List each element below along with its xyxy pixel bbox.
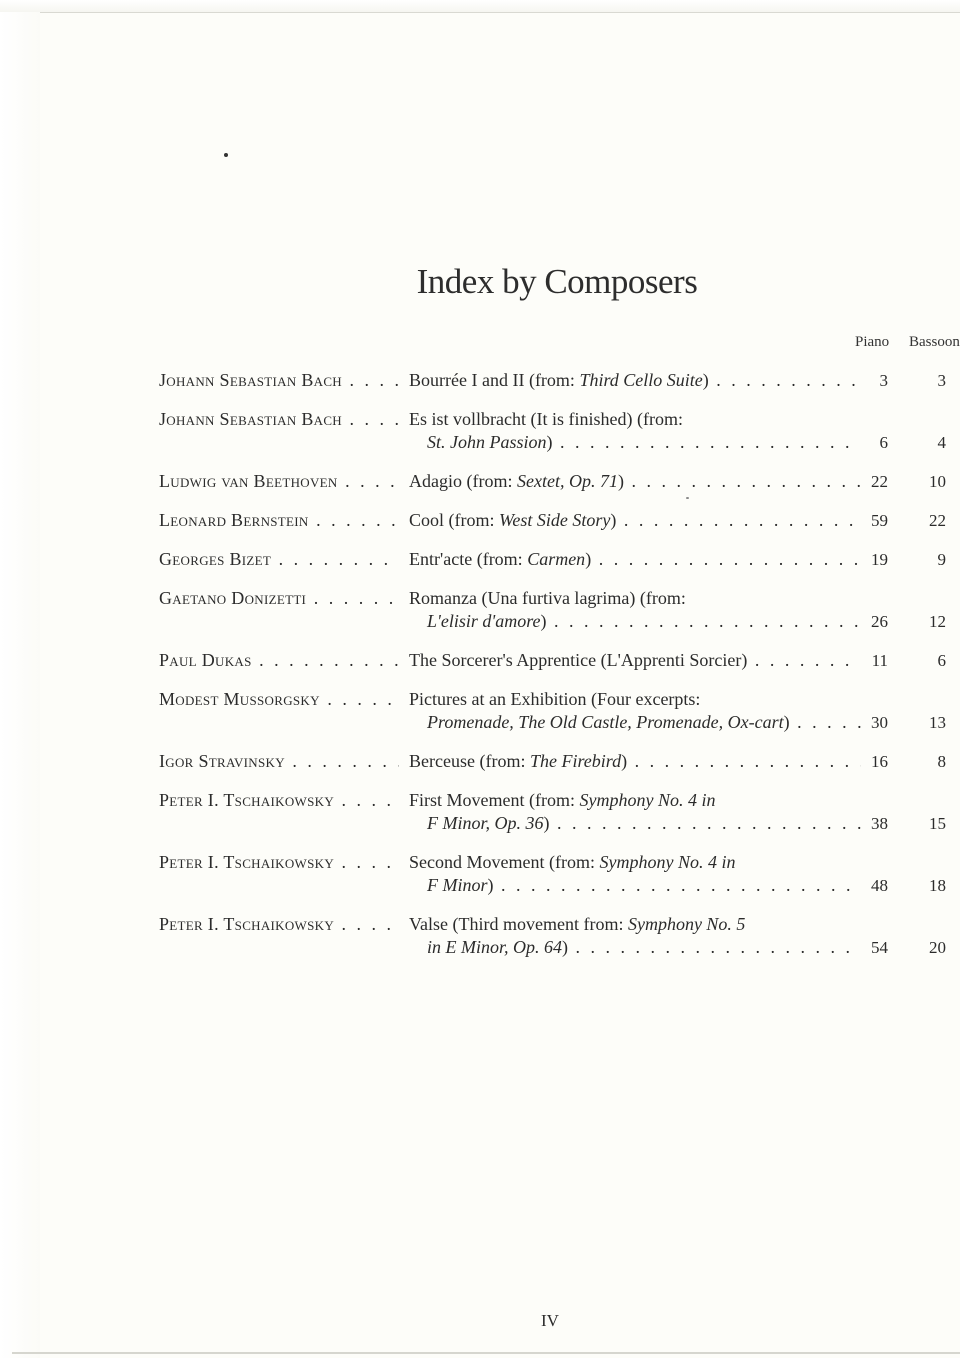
work-title-italic: Third Cello Suite	[579, 370, 703, 390]
page-left-edge	[0, 12, 40, 1358]
work-title	[409, 851, 861, 897]
bassoon-page-number: 12	[929, 612, 946, 631]
work-title-text: The Sorcerer's Apprentice (L'Apprenti Sorcier)	[409, 650, 748, 670]
ink-speck	[686, 497, 689, 499]
work-title-line	[409, 711, 861, 734]
work-title-italic: West Side Story	[499, 510, 611, 530]
work-title-line	[409, 750, 861, 773]
work-title-line	[409, 812, 861, 835]
page-bottom-edge	[12, 1352, 960, 1354]
piano-page-number: 59	[871, 511, 888, 530]
work-title-line	[409, 548, 861, 571]
bassoon-page-number: 8	[937, 752, 946, 771]
composer-name: Paul Dukas . . .	[159, 649, 399, 672]
composer-name: Modest Mussorgsky . . .	[159, 688, 399, 711]
work-title-line	[409, 369, 861, 392]
composer-name: Johann Sebastian Bach . . .	[159, 369, 399, 392]
bassoon-page-number: 6	[937, 651, 946, 670]
piano-page-number: 30	[871, 713, 888, 732]
work-title	[409, 369, 861, 392]
work-title	[409, 470, 861, 493]
work-title-text: Entr'acte (from:	[409, 549, 528, 569]
work-title-italic: F Minor, Op. 36	[427, 813, 544, 833]
work-title-line	[409, 913, 861, 936]
bassoon-page-number: 10	[929, 472, 946, 491]
work-title-text: First Movement (from:	[409, 790, 580, 810]
bassoon-page-number: 15	[929, 814, 946, 833]
work-title-italic: Promenade, The Old Castle, Promenade, Ox-cart	[427, 712, 784, 732]
work-title-line	[409, 470, 861, 493]
composer-name: Ludwig van Beethoven . . .	[159, 470, 399, 493]
work-title-italic: Carmen	[527, 549, 586, 569]
work-title	[409, 688, 861, 734]
bassoon-page-number: 22	[929, 511, 946, 530]
page-top-edge	[0, 0, 960, 13]
work-title-line	[409, 936, 861, 959]
work-title-text: )	[610, 510, 617, 530]
composer-name: Peter I. Tschaikowsky . . .	[159, 913, 399, 936]
ink-speck	[224, 153, 228, 157]
piano-page-number: 38	[871, 814, 888, 833]
work-title-text: )	[585, 549, 592, 569]
composer-name: Peter I. Tschaikowsky . . .	[159, 789, 399, 812]
composer-name: Gaetano Donizetti . . .	[159, 587, 399, 610]
work-title-line	[409, 649, 861, 672]
composer-name: Johann Sebastian Bach . . .	[159, 408, 399, 431]
piano-page-number: 11	[871, 651, 888, 670]
composer-name: Peter I. Tschaikowsky . . .	[159, 851, 399, 874]
work-title-text: Romanza (Una furtiva lagrima) (from:	[409, 588, 686, 608]
work-title	[409, 408, 861, 454]
page-title: Index by Composers	[416, 262, 698, 301]
work-title-italic: The Firebird	[529, 751, 622, 771]
piano-page-number: 54	[871, 938, 888, 957]
bassoon-page-number: 20	[929, 938, 946, 957]
column-header-bassoon: Bassoon	[909, 334, 960, 350]
work-title-text: Cool (from:	[409, 510, 499, 530]
work-title	[409, 913, 861, 959]
work-title-text: Second Movement (from:	[409, 852, 600, 872]
column-header-piano: Piano	[855, 334, 890, 350]
bassoon-page-number: 13	[929, 713, 946, 732]
work-title-italic: F Minor	[427, 875, 488, 895]
bassoon-page-number: 3	[937, 371, 946, 390]
work-title-text: Bourrée I and II (from:	[409, 370, 580, 390]
work-title	[409, 587, 861, 633]
composer-name: Igor Stravinsky . . .	[159, 750, 399, 773]
piano-page-number: 26	[871, 612, 888, 631]
work-title-italic: Symphony No. 5	[627, 914, 746, 934]
work-title	[409, 548, 861, 571]
work-title-text: )	[617, 471, 624, 491]
work-title-line	[409, 408, 861, 431]
piano-page-number: 16	[871, 752, 888, 771]
work-title-italic: Symphony No. 4 in	[579, 790, 716, 810]
work-title-line	[409, 789, 861, 812]
work-title-text: )	[546, 432, 553, 452]
work-title-text: Adagio (from:	[409, 471, 517, 491]
bassoon-page-number: 18	[929, 876, 946, 895]
work-title-text: )	[540, 611, 547, 631]
piano-page-number: 48	[871, 876, 888, 895]
page-number: IV	[541, 1311, 559, 1330]
work-title-text: Valse (Third movement from:	[409, 914, 628, 934]
work-title	[409, 750, 861, 773]
work-title-line	[409, 851, 861, 874]
work-title-italic: L'elisir d'amore	[427, 611, 541, 631]
work-title-italic: Sextet, Op. 71	[516, 471, 618, 491]
work-title	[409, 789, 861, 835]
work-title-italic: St. John Passion	[427, 432, 547, 452]
work-title-text: )	[783, 712, 790, 732]
work-title-text: Es ist vollbracht (It is finished) (from:	[409, 409, 683, 429]
bassoon-page-number: 4	[937, 433, 946, 452]
work-title-text: )	[621, 751, 628, 771]
work-title	[409, 649, 861, 672]
work-title-text: )	[487, 875, 494, 895]
work-title-text: )	[702, 370, 709, 390]
work-title-italic: Symphony No. 4 in	[599, 852, 736, 872]
work-title-text: Berceuse (from:	[409, 751, 530, 771]
composer-name: Georges Bizet . . .	[159, 548, 399, 571]
work-title-line	[409, 587, 861, 610]
work-title-line	[409, 610, 861, 633]
piano-page-number: 19	[871, 550, 888, 569]
work-title-text: )	[543, 813, 550, 833]
composer-name: Leonard Bernstein . . .	[159, 509, 399, 532]
work-title-text: )	[562, 937, 568, 957]
piano-page-number: 22	[871, 472, 888, 491]
work-title-text: Pictures at an Exhibition (Four excerpts:	[409, 689, 701, 709]
work-title-italic: in E Minor, Op. 64	[427, 937, 562, 957]
work-title-line	[409, 688, 861, 711]
piano-page-number: 3	[879, 371, 888, 390]
work-title-line	[409, 509, 861, 532]
work-title	[409, 509, 861, 532]
work-title-line	[409, 431, 861, 454]
work-title-line	[409, 874, 861, 897]
bassoon-page-number: 9	[937, 550, 946, 569]
piano-page-number: 6	[879, 433, 888, 452]
